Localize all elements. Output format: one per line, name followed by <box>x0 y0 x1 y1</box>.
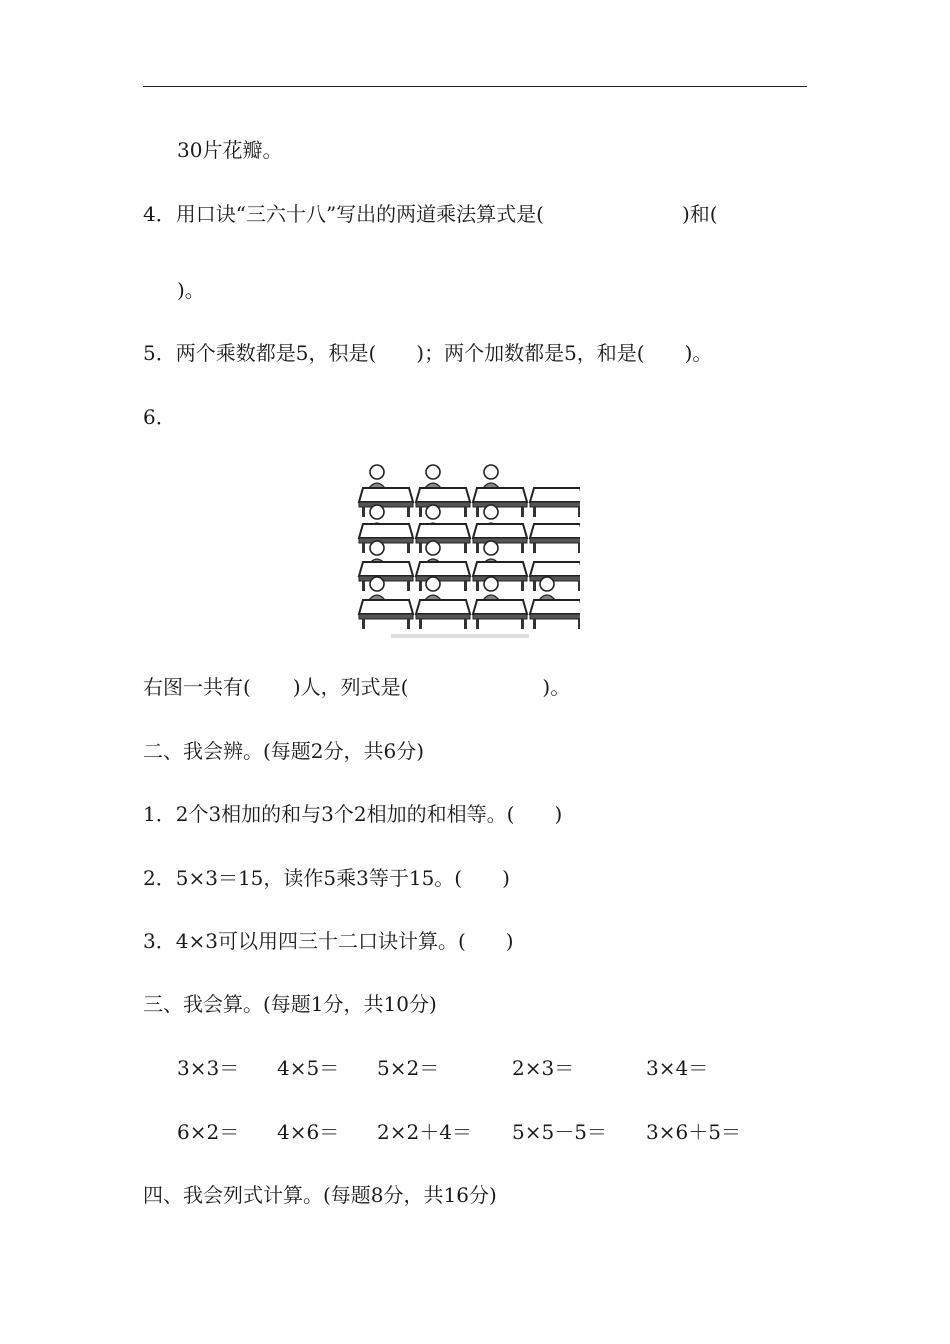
calc-problem[interactable]: 4×5＝ <box>277 1056 340 1080</box>
desk-icon <box>473 524 527 553</box>
student-icon <box>369 577 385 600</box>
calc-problem[interactable]: 3×3＝ <box>177 1056 240 1080</box>
desk-icon <box>359 562 413 591</box>
desk-icon <box>416 562 470 591</box>
judge-item-2 <box>143 864 510 892</box>
judge-item-text: 5×3＝15，读作5乘3等于15。( <box>175 866 463 890</box>
q5-text-a: 两个乘数都是5，积是( <box>175 341 377 365</box>
desk-icon <box>359 488 413 517</box>
desk-icon <box>359 600 413 629</box>
desk-icon <box>359 524 413 553</box>
desk-icon <box>530 600 580 629</box>
judge-item-text: 2个3相加的和与3个2相加的和相等。( <box>175 802 515 826</box>
judge-item-number: 3． <box>143 929 176 953</box>
student-icon <box>369 465 385 488</box>
student-icon <box>425 541 441 564</box>
desk-icon <box>416 524 470 553</box>
student-icon <box>483 577 499 600</box>
q5-text-b: )；两个加数都是5，和是( <box>416 341 645 365</box>
judge-item-number: 1． <box>143 802 176 826</box>
desk-icon <box>530 488 580 517</box>
desk-icon <box>416 600 470 629</box>
question-4 <box>143 200 718 228</box>
calc-problem[interactable]: 5×5－5＝ <box>512 1120 607 1144</box>
q5-number: 5． <box>143 341 176 365</box>
q6-question <box>143 673 570 701</box>
student-icon <box>425 465 441 488</box>
q6-number: 6． <box>143 405 176 429</box>
calc-problem[interactable]: 3×6＋5＝ <box>646 1120 741 1144</box>
q4-number: 4． <box>143 202 176 226</box>
desk-icon <box>416 488 470 517</box>
judge-item-3 <box>143 927 514 955</box>
calc-problem[interactable]: 6×2＝ <box>177 1120 240 1144</box>
judge-item-1 <box>143 800 562 828</box>
judge-item-close: ) <box>505 929 514 953</box>
student-icon <box>369 541 385 564</box>
student-icon <box>483 465 499 488</box>
q4-mid: )和( <box>682 202 718 226</box>
calc-problem[interactable]: 4×6＝ <box>277 1120 340 1144</box>
judge-item-number: 2． <box>143 866 176 890</box>
q4-text: 用口诀“三六十八”写出的两道乘法算式是( <box>175 202 544 226</box>
calc-problem[interactable]: 2×2＋4＝ <box>377 1120 472 1144</box>
judge-item-close: ) <box>502 866 510 890</box>
q6-text-b: )人，列式是( <box>292 675 409 699</box>
student-icon <box>483 541 499 564</box>
q6-text-a: 右图一共有( <box>143 675 251 699</box>
q4-end: )。 <box>177 278 205 302</box>
section-2-title: 二、我会辨。(每题2分，共6分) <box>143 739 425 763</box>
student-icon <box>539 577 555 600</box>
classroom-desks-illustration <box>355 458 580 640</box>
header-rule <box>143 86 807 87</box>
calc-problem[interactable]: 2×3＝ <box>512 1056 575 1080</box>
student-icon <box>425 577 441 600</box>
question-5 <box>143 339 712 367</box>
section-4-title: 四、我会列式计算。(每题8分，共16分) <box>143 1183 497 1207</box>
desk-icon <box>473 488 527 517</box>
desk-icon <box>473 600 527 629</box>
floor-shadow <box>391 634 529 638</box>
q3-continuation: 30片花瓣。 <box>177 138 283 162</box>
desk-icon <box>473 562 527 591</box>
section-3-title: 三、我会算。(每题1分，共10分) <box>143 992 437 1016</box>
judge-item-close: ) <box>554 802 563 826</box>
desk-icon <box>530 524 580 553</box>
q5-text-c: )。 <box>684 341 713 365</box>
calc-problem[interactable]: 5×2＝ <box>377 1056 440 1080</box>
calc-problem[interactable]: 3×4＝ <box>646 1056 709 1080</box>
q4-end-line <box>177 276 205 304</box>
q6-text-c: )。 <box>542 675 571 699</box>
judge-item-text: 4×3可以用四三十二口诀计算。( <box>175 929 466 953</box>
desk-icon <box>530 562 580 591</box>
